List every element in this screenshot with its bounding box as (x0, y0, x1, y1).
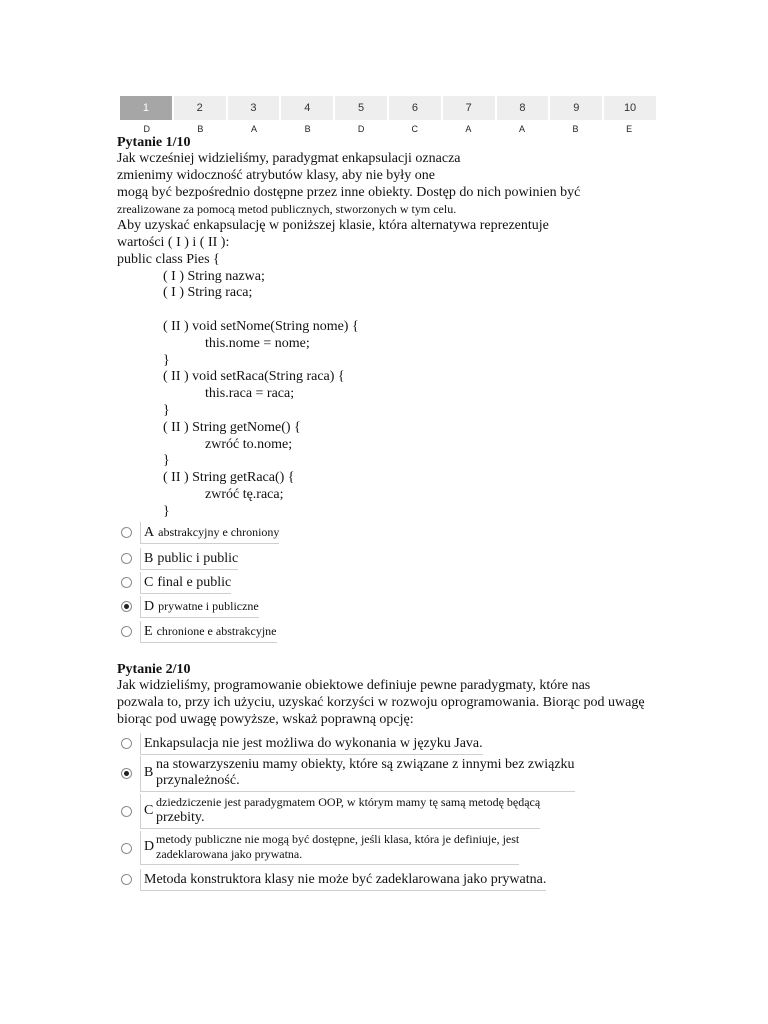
question-text-line: Jak widzieliśmy, programowanie obiektowe definiuje pewne paradygmaty, które nas (117, 678, 591, 693)
option-text: Enkapsulacja nie jest możliwa do wykonania w języku Java. (144, 736, 483, 751)
radio-button[interactable] (121, 527, 132, 538)
answer-1: D (143, 124, 151, 134)
nav-question-8[interactable]: 8 (497, 96, 551, 120)
option-text: Metoda konstruktora klasy nie może być zadeklarowana jako prywatna. (144, 872, 547, 887)
q1-option-e[interactable] (117, 621, 277, 643)
option-text (156, 795, 540, 826)
q2-option-d[interactable] (117, 831, 519, 865)
option-letter: D (144, 839, 155, 854)
code-line: zwróć to.nome; (205, 436, 293, 452)
answer-6: C (411, 124, 419, 134)
q2-option-a[interactable] (117, 733, 483, 755)
option-text: abstrakcyjny e chroniony (158, 525, 280, 539)
code-line: this.raca = raca; (205, 386, 295, 402)
option-label (140, 831, 519, 865)
radio-button[interactable] (121, 806, 132, 817)
question-number-row (120, 96, 656, 120)
option-text (156, 757, 575, 789)
q1-option-a[interactable] (117, 522, 279, 544)
radio-button[interactable] (121, 874, 132, 885)
nav-question-2[interactable]: 2 (174, 96, 228, 120)
option-text: final e public (157, 575, 232, 590)
option-label (140, 572, 231, 594)
question-navigator (120, 96, 656, 136)
option-text-line: na stowarzyszeniu mamy obiekty, które są związane z innymi bez związku (156, 757, 575, 772)
question-title: Pytanie 1/10 (117, 135, 191, 150)
option-letter: B (144, 765, 154, 780)
option-text-line: dziedziczenie jest paradygmatem OOP, w którym mamy tę samą metodę będącą (156, 795, 541, 809)
option-letter: B (144, 551, 154, 566)
option-letter: C (144, 575, 154, 590)
question-text-line: zrealizowane za pomocą metod publicznych, stworzonych w tym celu. (117, 202, 457, 217)
q1-option-b[interactable] (117, 548, 238, 570)
option-label (140, 794, 540, 829)
radio-button[interactable] (121, 738, 132, 749)
code-line: ( II ) String getNome() { (163, 419, 301, 435)
question-text-line: Aby uzyskać enkapsulację w poniższej klasie, która alternatywa reprezentuje (117, 218, 549, 234)
option-text-line: przynależność. (156, 773, 240, 788)
answer-5: D (357, 124, 365, 134)
answer-9: B (572, 124, 579, 134)
answer-8: A (518, 124, 525, 134)
code-line: public class Pies { (117, 251, 220, 267)
question-text-line: pozwala to, przy ich użyciu, uzyskać korzyści w rozwoju oprogramowania. Biorąc pod uwagę (117, 694, 645, 710)
question-2 (117, 662, 645, 728)
answer-7: A (465, 124, 472, 134)
radio-button-selected[interactable] (121, 601, 132, 612)
q1-option-c[interactable] (117, 572, 231, 594)
code-line: } (163, 453, 170, 469)
radio-button[interactable] (121, 843, 132, 854)
code-line: } (163, 352, 170, 368)
answer-3: A (250, 124, 257, 134)
option-letter: D (144, 599, 155, 614)
option-text: prywatne i publiczne (158, 599, 259, 613)
option-label (140, 548, 238, 570)
code-line: ( II ) void setNome(String nome) { (163, 318, 359, 334)
option-label (140, 522, 279, 544)
code-block (117, 252, 580, 521)
code-line: ( I ) String raca; (163, 285, 253, 301)
code-line: } (163, 402, 170, 418)
code-line: ( I ) String nazwa; (163, 268, 265, 284)
code-line: ( II ) void setRaca(String raca) { (163, 369, 345, 385)
option-label (140, 596, 259, 618)
nav-question-7[interactable]: 7 (443, 96, 497, 120)
option-text-line: przebity. (156, 810, 205, 825)
option-text (156, 832, 519, 862)
code-line: zwróć tę.raca; (205, 486, 284, 502)
option-label (140, 869, 546, 891)
option-letter: A (144, 525, 155, 540)
option-text: public i public (157, 551, 239, 566)
question-text-line: Jak wcześniej widzieliśmy, paradygmat enkapsulacji oznacza (117, 151, 461, 166)
option-text-line: zadeklarowana jako prywatna. (156, 847, 303, 861)
code-line: } (163, 503, 170, 519)
option-label (140, 756, 575, 792)
option-letter: E (144, 624, 153, 639)
nav-question-3[interactable]: 3 (228, 96, 282, 120)
question-text-line: biorąc pod uwagę powyższe, wskaż poprawną opcję: (117, 711, 414, 727)
q2-option-c[interactable] (117, 794, 540, 829)
question-title: Pytanie 2/10 (117, 662, 191, 677)
radio-button-selected[interactable] (121, 768, 132, 779)
option-text-line: metody publiczne nie mogą być dostępne, jeśli klasa, która je definiuje, jest (156, 832, 520, 846)
nav-question-10[interactable]: 10 (604, 96, 656, 120)
answer-4: B (304, 124, 311, 134)
nav-question-4[interactable]: 4 (281, 96, 335, 120)
q1-option-d[interactable] (117, 596, 259, 618)
question-text-line: mogą być bezpośrednio dostępne przez inne obiekty. Dostęp do nich powinien być (117, 184, 581, 200)
question-1 (117, 135, 580, 521)
option-letter: C (144, 802, 154, 818)
question-text-line: wartości ( I ) i ( II ): (117, 234, 230, 250)
answer-2: B (197, 124, 204, 134)
q2-option-e[interactable] (117, 869, 546, 891)
question-text-line: zmienimy widoczność atrybutów klasy, aby nie były one (117, 167, 435, 183)
nav-question-9[interactable]: 9 (550, 96, 604, 120)
option-label (140, 621, 277, 643)
nav-question-6[interactable]: 6 (389, 96, 443, 120)
option-text: chronione e abstrakcyjne (156, 624, 277, 638)
code-line: ( II ) String getRaca() { (163, 470, 295, 486)
q2-option-b[interactable] (117, 756, 575, 792)
code-line: this.nome = nome; (205, 335, 310, 351)
nav-question-5[interactable]: 5 (335, 96, 389, 120)
answer-key-row (120, 122, 656, 136)
radio-button[interactable] (121, 626, 132, 637)
radio-button[interactable] (121, 553, 132, 564)
option-label (140, 733, 483, 755)
radio-button[interactable] (121, 577, 132, 588)
nav-question-1[interactable]: 1 (120, 96, 174, 120)
answer-10: E (626, 124, 633, 134)
code-line (117, 302, 580, 319)
